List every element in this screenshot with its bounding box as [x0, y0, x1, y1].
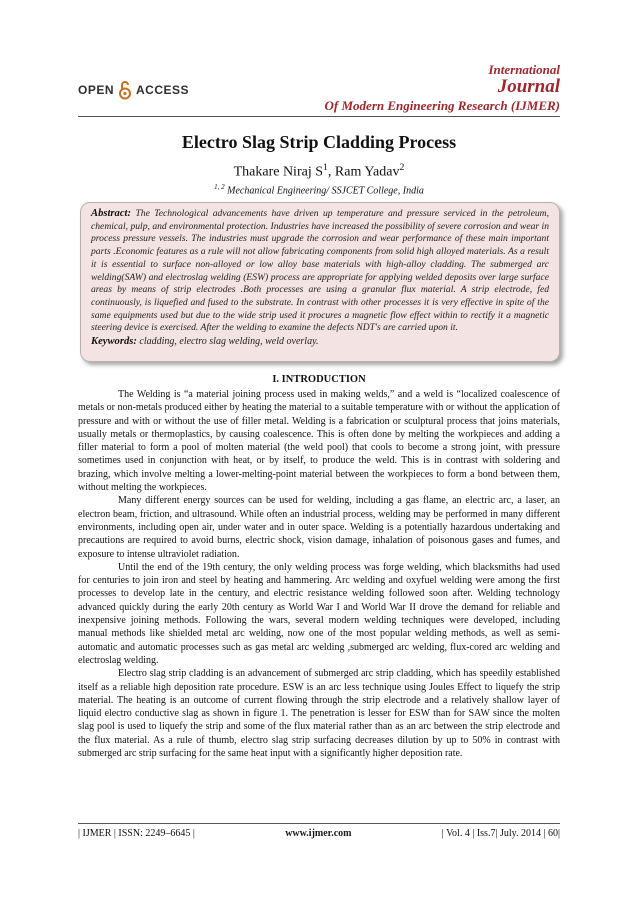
footer-volume: | Vol. 4 | Iss.7| July. 2014 | 60| — [441, 828, 560, 839]
keywords-text: cladding, electro slag welding, weld overlay. — [139, 336, 319, 348]
header-divider — [78, 116, 560, 117]
open-lock-icon — [118, 80, 132, 100]
paragraph-2: Many different energy sources can be used for welding, including a gas flame, an electric arc, a laser, an electron beam, friction, and ultrasound. While often an industrial process, welding may be performed in many different environments, including open air, under water and in outer space. Welding is a potentially hazardous undertaking and precautions are required to avoid burns, electric shock, vision damage, inhalation of poisonous gases and fumes, and exposure to intense ultraviolet radiation. — [78, 495, 560, 560]
abstract-box — [80, 202, 560, 362]
paper-title: Electro Slag Strip Cladding Process — [181, 132, 457, 152]
author-2-sup: 2 — [399, 162, 405, 173]
body-text — [78, 388, 560, 760]
keywords-line — [91, 336, 549, 347]
access-label: ACCESS — [136, 83, 190, 97]
paragraph-3: Until the end of the 19th century, the only welding process was forge welding, which blacksmiths had used for centuries to join iron and steel by heating and hammering. Arc welding and oxyfuel welding were among the first processes to develop late in the century, and electric resistance welding followed soon after. Welding technology advanced quickly during the early 20th century as World War I and World War II drove the demand for reliable and inexpensive joining methods. Following the wars, several modern welding techniques were developed, including manual methods like shielded metal arc welding, now one of the most popular welding methods, as well as semi-automatic and automatic processes such as gas metal arc welding ,submerged arc welding, flux-cored arc welding and electroslag welding. — [78, 561, 560, 666]
footer-website-link[interactable]: www.ijmer.com — [285, 828, 352, 839]
footer-divider — [78, 823, 560, 824]
author-1: Thakare Niraj S — [233, 164, 324, 180]
author-1-sup: 1 — [323, 162, 328, 173]
affiliation-text: Mechanical Engineering/ SSJCET College, India — [227, 185, 424, 197]
paper-affiliation — [0, 183, 638, 196]
abstract-paragraph — [91, 208, 549, 335]
paragraph-4: Electro slag strip cladding is an advancement of submerged arc strip cladding, which has speedily established itself as a reliable high deposition rate procedure. ESW is an arc less technique using Joules Effect to liquefy the strip material. The heating is an outcome of current flowing through the strip electrode and a relatively shallow layer of liquid electro conductive slag as shown in figure 1. The penetration is lesser for ESW than for SAW since the molten slag pool is used to liquefy the strip and some of the flux material rather than as an arc between the strip electrode and the flux material. As a rule of thumb, electro slag strip surfacing decreases dilution by up to 50% in contrast with submerged arc strip surfacing for the same heat input with a significantly higher deposition rate. — [78, 668, 560, 760]
open-label: OPEN — [78, 83, 115, 97]
author-separator: , — [327, 164, 335, 180]
section-heading-introduction: I. INTRODUCTION — [272, 374, 366, 385]
abstract-text: The Technological advancements have driven up temperature and pressure serviced in the petroleum, chemical, pulp, and environmental protection. Industries have increased the possibility of severe corrosion and wear in process pressure vessels. The industries must upgrade the corrosion and wear performance of these main important parts .Economic features as a rule will not allow fabricating components from solid high alloyed materials. As a result it is essential to surface non-alloyed or low alloy base materials with high-alloy cladding. The submerged arc welding(SAW) and electroslag welding (ESW) process are appropriate for applying welded deposits over large surface areas by means of strip electrodes .Both processes are using a granular flux material. A strip electrode, fed continuously, is liquefied and fused to the substrate. In contrast with other processes it is very effective in spite of the same equipments used but due to the wide strip used it procures a magnetic flow effect within to rectify it a magnetic steering device is exercised. After the welding to examine the defects NDT's are carried upon it. — [91, 208, 549, 334]
journal-subtitle: Of Modern Engineering Research (IJMER) — [324, 98, 560, 113]
paper-authors — [0, 162, 638, 181]
journal-international: International — [488, 62, 560, 77]
author-2: Ram Yadav — [334, 164, 400, 180]
page-footer — [78, 828, 560, 839]
paragraph-1: The Welding is “a material joining process used in making welds,” and a weld is “localized coalescence of metals or non-metals produced either by heating the material to a suitable temperature with or without the application of pressure and with or without the use of filler metal. Welding is a fabrication or sculptural process that joins materials, usually metals or thermoplastics, by causing coalescence. This is often done by melting the workpieces and adding a filler material to form a pool of molten material (the weld pool) that cools to become a strong joint, with pressure sometimes used in conjunction with heat, or by itself, to produce the weld. This is in contrast with soldering and brazing, which involve melting a lower-melting-point material between the workpieces to form a bond between them, without melting the workpieces. — [78, 389, 560, 494]
journal-name: Journal — [497, 76, 560, 97]
affiliation-sup: 1, 2 — [214, 183, 225, 191]
open-access-logo — [78, 80, 189, 100]
keywords-label: Keywords: — [91, 336, 137, 348]
footer-issn: | IJMER | ISSN: 2249–6645 | — [78, 828, 195, 839]
abstract-label: Abstract: — [91, 208, 132, 219]
